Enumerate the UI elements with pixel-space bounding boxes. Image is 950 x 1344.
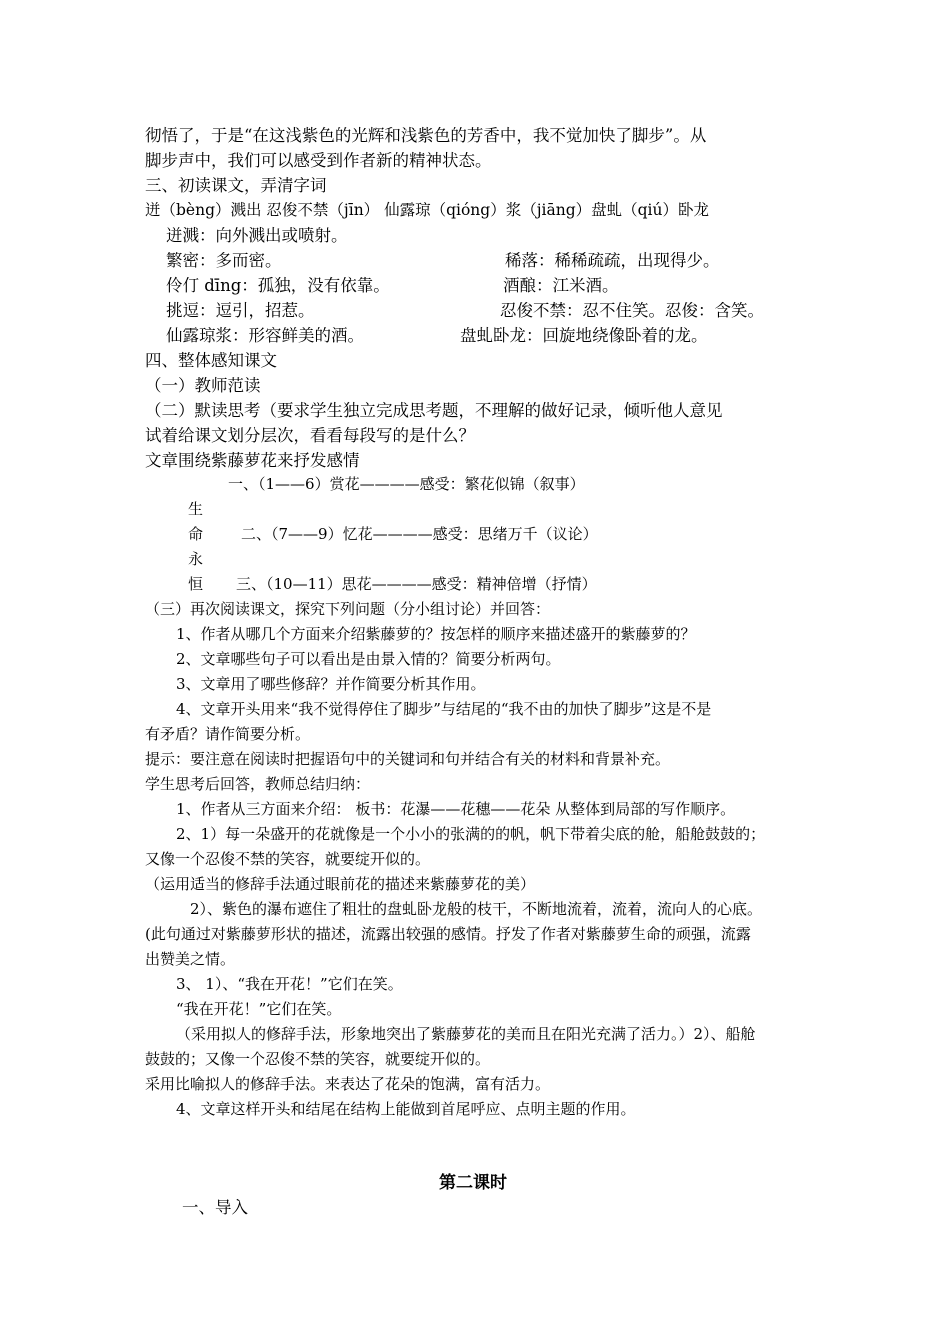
answer-line: “我在开花！”它们在笑。 (176, 1000, 342, 1018)
body-line: （三）再次阅读课文，探究下列问题（分小组讨论）并回答： (145, 600, 551, 618)
vocab-line: 迸溅：向外溅出或喷射。 (166, 226, 348, 245)
body-line: 彻悟了，于是“在这浅紫色的光辉和浅紫色的芳香中，我不觉加快了脚步”。从 (145, 126, 707, 145)
vocab-line: 伶仃 dīng：孤独，没有依靠。 (166, 276, 390, 295)
body-line: （二）默读思考（要求学生独立完成思考题，不理解的做好记录，倾听他人意见 (145, 401, 723, 420)
answer-line: 3、 1）、“我在开花！”它们在笑。 (176, 975, 403, 993)
answer-line: 2、1）每一朵盛开的花就像是一个小小的张满的的帆，帆下带着尖底的舱，船舱鼓鼓的； (176, 825, 766, 843)
answer-line: 4、文章这样开头和结尾在结构上能做到首尾呼应、点明主题的作用。 (176, 1100, 636, 1118)
structure-line: 三、（10—11）思花————感受：精神倍增（抒情） (236, 575, 597, 593)
answer-line: 出赞美之情。 (145, 950, 236, 968)
structure-side-char: 命 (188, 525, 204, 543)
vocab-line: 盘虬卧龙：回旋地绕像卧着的龙。 (460, 326, 708, 345)
vocab-line: 稀落：稀稀疏疏，出现得少。 (505, 251, 720, 270)
structure-side-char: 永 (188, 550, 204, 568)
vocab-line: 忍俊不禁：忍不住笑。忍俊：含笑。 (500, 301, 764, 320)
structure-side-char: 恒 (188, 575, 204, 593)
section-heading: 四、整体感知课文 (145, 351, 277, 370)
body-line: 提示：要注意在阅读时把握语句中的关键词和句并结合有关的材料和背景补充。 (145, 750, 671, 768)
body-line: （一）教师范读 (145, 376, 261, 395)
body-line: 试着给课文划分层次，看看每段写的是什么？ (145, 426, 475, 445)
question-line: 2、文章哪些句子可以看出是由景入情的？简要分析两句。 (176, 650, 561, 668)
answer-line: 鼓鼓的；又像一个忍俊不禁的笑容，就要绽开似的。 (145, 1050, 491, 1068)
body-line: 迸（bèng）溅出 忍俊不禁（jīn） 仙露琼（qióng）浆（jiāng）盘虬（qiú）卧龙 (145, 201, 709, 219)
structure-line: 二、（7——9）忆花————感受：思绪万千（议论） (241, 525, 598, 543)
answer-line: （采用拟人的修辞手法，形象地突出了紫藤萝花的美而且在阳光充满了活力。）2）、船舱 (176, 1025, 756, 1043)
structure-line: 一、（1——6）赏花————感受：繁花似锦（叙事） (228, 475, 585, 493)
vocab-line: 挑逗：逗引，招惹。 (166, 301, 315, 320)
answer-line: 采用比喻拟人的修辞手法。来表达了花朵的饱满，富有活力。 (145, 1075, 551, 1093)
answer-line: 2）、紫色的瀑布遮住了粗壮的盘虬卧龙般的枝干，不断地流着，流着，流向人的心底。 (190, 900, 763, 918)
vocab-line: 繁密：多而密。 (166, 251, 282, 270)
body-line: 文章围绕紫藤萝花来抒发感情 (145, 451, 360, 470)
vocab-line: 仙露琼浆：形容鲜美的酒。 (166, 326, 364, 345)
structure-side-char: 生 (188, 500, 204, 518)
question-line: 3、文章用了哪些修辞？并作简要分析其作用。 (176, 675, 486, 693)
question-line: 1、作者从哪几个方面来介绍紫藤萝的？按怎样的顺序来描述盛开的紫藤萝的？ (176, 625, 696, 643)
section-heading: 一、导入 (182, 1198, 248, 1217)
answer-line: (此句通过对紫藤萝形状的描述，流露出较强的感情。抒发了作者对紫藤萝生命的顽强，流露 (145, 925, 751, 943)
answer-line: 1、作者从三方面来介绍： 板书：花瀑——花穗——花朵 从整体到局部的写作顺序。 (176, 800, 736, 818)
body-line: 学生思考后回答，教师总结归纳： (145, 775, 371, 793)
vocab-line: 酒酿：江米酒。 (503, 276, 619, 295)
answer-line: （运用适当的修辞手法通过眼前花的描述来紫藤萝花的美） (145, 875, 536, 893)
question-line: 有矛盾？请作简要分析。 (145, 725, 311, 743)
question-line: 4、文章开头用来“我不觉得停住了脚步”与结尾的“我不由的加快了脚步”这是不是 (176, 700, 712, 718)
answer-line: 又像一个忍俊不禁的笑容，就要绽开似的。 (145, 850, 431, 868)
body-line: 脚步声中，我们可以感受到作者新的精神状态。 (145, 151, 492, 170)
lesson-title: 第二课时 (439, 1173, 507, 1193)
section-heading: 三、初读课文，弄清字词 (145, 176, 327, 195)
